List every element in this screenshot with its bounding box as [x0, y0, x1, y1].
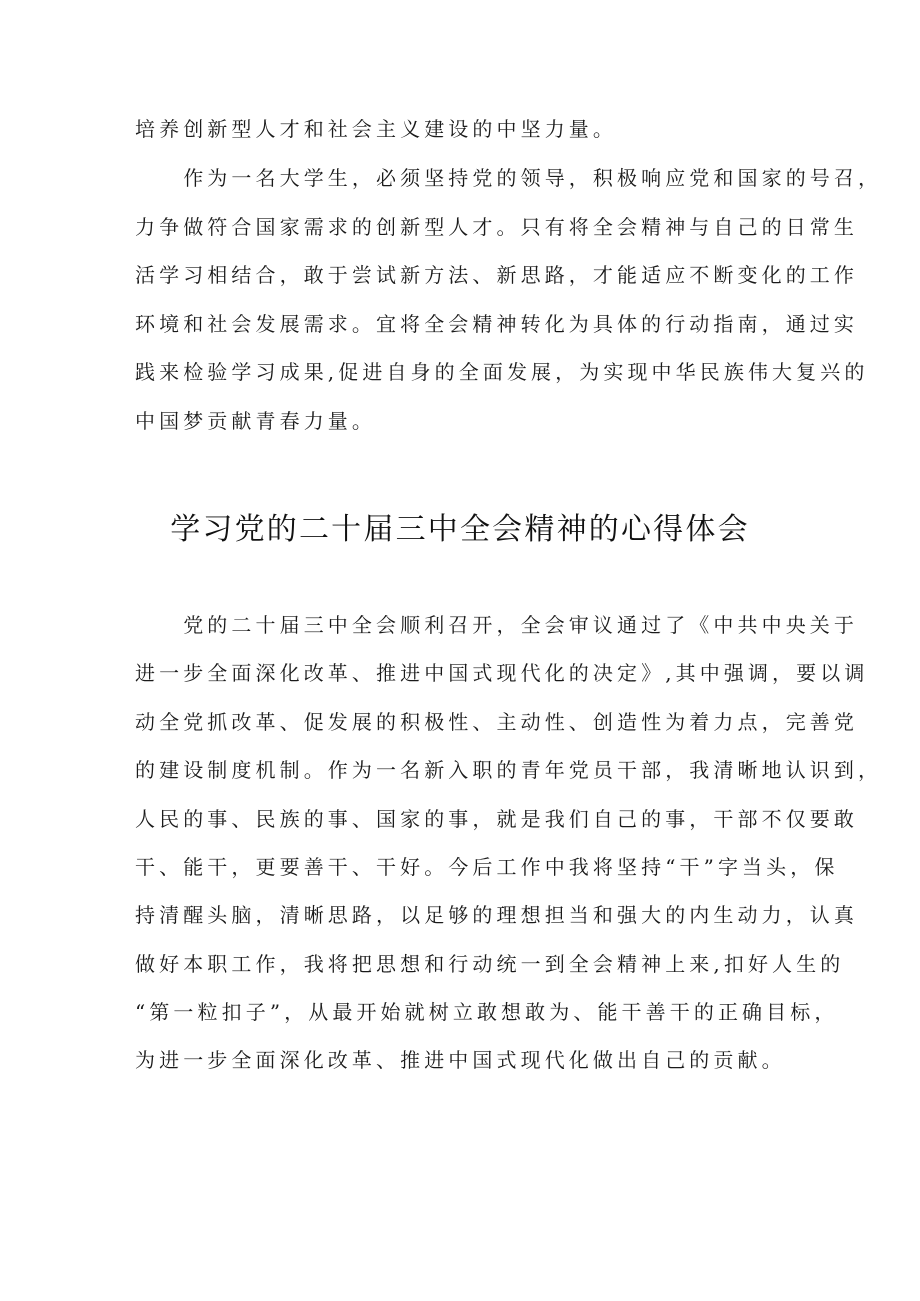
text-line: 践来检验学习成果,促进自身的全面发展，为实现中华民族伟大复兴的 [135, 360, 869, 384]
text-line: 干、能干，更要善干、干好。今后工作中我将坚持“干”字当头，保 [135, 855, 839, 879]
text-line: 中国梦贡献青春力量。 [135, 409, 376, 433]
text-line: “第一粒扣子”，从最开始就树立敢想敢为、能干善干的正确目标， [135, 1000, 839, 1024]
text-line: 做好本职工作，我将把思想和行动统一到全会精神上来,扣好人生的 [135, 952, 845, 976]
text-line: 党的二十届三中全会顺利召开，全会审议通过了《中共中央关于 [135, 613, 858, 637]
text-line: 进一步全面深化改革、推进中国式现代化的决定》,其中强调，要以调 [135, 661, 869, 685]
section-title: 学习党的二十届三中全会精神的心得体会 [170, 512, 750, 547]
text-line: 动全党抓改革、促发展的积极性、主动性、创造性为着力点，完善党 [135, 710, 858, 734]
text-line: 培养创新型人才和社会主义建设的中坚力量。 [135, 117, 617, 141]
text-line: 活学习相结合，敢于尝试新方法、新思路，才能适应不断变化的工作 [135, 263, 858, 287]
text-line: 的建设制度机制。作为一名新入职的青年党员干部，我清晰地认识到， [135, 758, 883, 782]
text-line: 人民的事、民族的事、国家的事，就是我们自己的事，干部不仅要敢 [135, 807, 858, 831]
text-line: 作为一名大学生，必须坚持党的领导，积极响应党和国家的号召， [135, 166, 883, 190]
text-line: 为进一步全面深化改革、推进中国式现代化做出自己的贡献。 [135, 1048, 786, 1072]
text-line: 环境和社会发展需求。宜将全会精神转化为具体的行动指南，通过实 [135, 312, 858, 336]
text-line: 持清醒头脑，清晰思路，以足够的理想担当和强大的内生动力，认真 [135, 903, 858, 927]
text-line: 力争做符合国家需求的创新型人才。只有将全会精神与自己的日常生 [135, 215, 858, 239]
